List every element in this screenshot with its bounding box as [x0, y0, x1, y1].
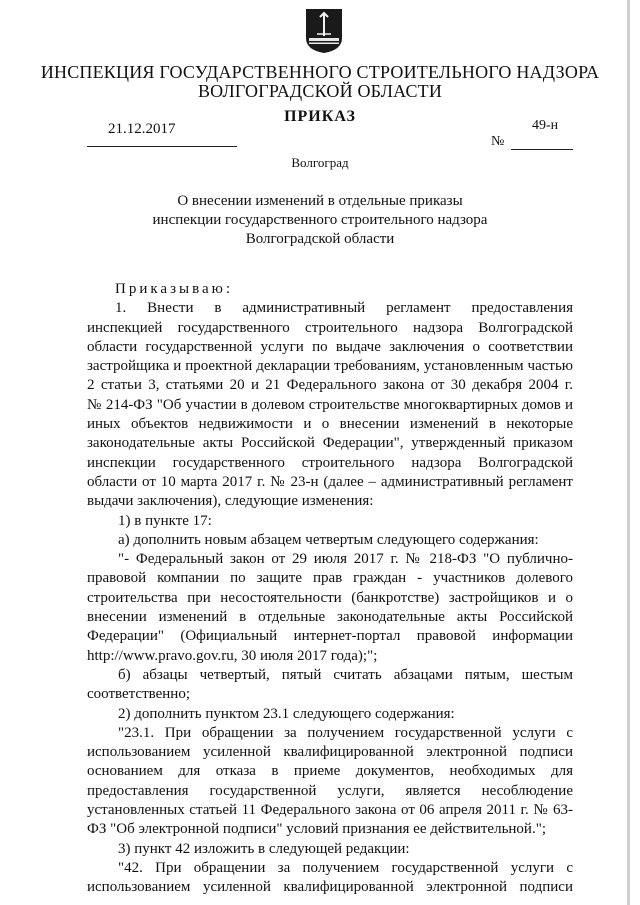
body-line: инспекции государственного строительного надзора Волгоградской: [87, 454, 573, 471]
body-line: Федерации" (Официальный интернет-портал правовой информации: [87, 628, 573, 645]
body-line: ФЗ "Об электронной подписи" условий признания ее действительной.";: [87, 821, 547, 838]
body-line: строительства при несостоятельности (банкротстве) застройщиков и о: [87, 589, 573, 606]
document-body: [87, 280, 573, 898]
body-line: иных объектов недвижимости и о внесении изменений в некоторые: [87, 416, 573, 433]
body-line: б) абзацы четвертый, пятый считать абзацами пятым, шестым: [118, 666, 573, 683]
body-line: 3) пункт 42 изложить в следующей редакции:: [118, 840, 410, 857]
body-line: области от 10 марта 2017 г. № 23-н (далее – административный регламент: [87, 473, 573, 490]
document-date: 21.12.2017: [108, 121, 176, 137]
document-type: ПРИКАЗ: [284, 108, 356, 125]
scan-edge: [627, 0, 630, 905]
body-line: законодательные акты Российской Федерации", утвержденный приказом: [87, 435, 573, 452]
organization-name-line2: ВОЛГОГРАДСКОЙ ОБЛАСТИ: [197, 81, 443, 101]
body-line: использованием усиленной квалифицированной электронной подписи: [87, 879, 573, 896]
organization-name-line1: ИНСПЕКЦИЯ ГОСУДАРСТВЕННОГО СТРОИТЕЛЬНОГО НАДЗОРА: [40, 62, 600, 82]
body-line: использованием усиленной квалифицированной электронной подписи: [87, 744, 573, 761]
document-subject: [0, 192, 640, 249]
body-line: области государственной услуги по выдаче заключения о соответствии: [87, 338, 573, 355]
body-line: 1) в пункте 17:: [118, 512, 212, 529]
subject-line: инспекции государственного строительного надзора: [152, 212, 488, 228]
body-line: "42. При обращении за получением государственной услуги с: [118, 859, 573, 876]
subject-line: О внесении изменений в отдельные приказы: [177, 193, 463, 209]
body-line: внесении изменений в отдельные законодательные акты Российской: [87, 609, 573, 626]
body-line: застройщика и проектной декларации требованиям, установленным частью: [87, 358, 573, 375]
body-line: соответственно;: [87, 686, 190, 703]
subject-line: Волгоградской области: [245, 231, 395, 247]
body-line: инспекцией государственного строительного надзора Волгоградской: [87, 319, 573, 336]
body-line: правовой компании по защите прав граждан - участников долевого: [87, 570, 573, 587]
city: Волгоград: [291, 155, 349, 170]
body-line: предоставления государственной услуги, является несоблюдение: [87, 782, 573, 799]
body-line: 2) дополнить пунктом 23.1 следующего содержания:: [118, 705, 455, 722]
body-line: 2 статьи 3, статьями 20 и 21 Федерального закона от 30 декабря 2004 г.: [87, 377, 573, 394]
body-line: установленных статьей 11 Федерального закона от 06 апреля 2011 г. № 63-: [87, 802, 573, 819]
number-label: №: [491, 134, 505, 149]
body-line: № 214-ФЗ "Об участии в долевом строительстве многоквартирных домов и: [87, 396, 573, 413]
body-line: а) дополнить новым абзацем четвертым следующего содержания:: [118, 531, 539, 548]
body-line: 1. Внести в административный регламент предоставления: [115, 300, 573, 317]
body-line: "23.1. При обращении за получением государственной услуги с: [118, 724, 573, 741]
body-line: выдачи заключения), следующие изменения:: [87, 493, 374, 510]
body-line: http://www.pravo.gov.ru, 30 июля 2017 года);";: [87, 647, 378, 664]
coat-of-arms-icon: [305, 8, 343, 54]
body-line: основанием для отказа в приеме документов, необходимых для: [87, 763, 573, 780]
body-line: "- Федеральный закон от 29 июля 2017 г. № 218-ФЗ "О публично-: [118, 551, 573, 568]
date-underline: [87, 146, 237, 147]
document-number: 49-н: [532, 118, 559, 133]
number-underline: [511, 149, 573, 150]
order-word: Приказываю:: [115, 281, 233, 297]
